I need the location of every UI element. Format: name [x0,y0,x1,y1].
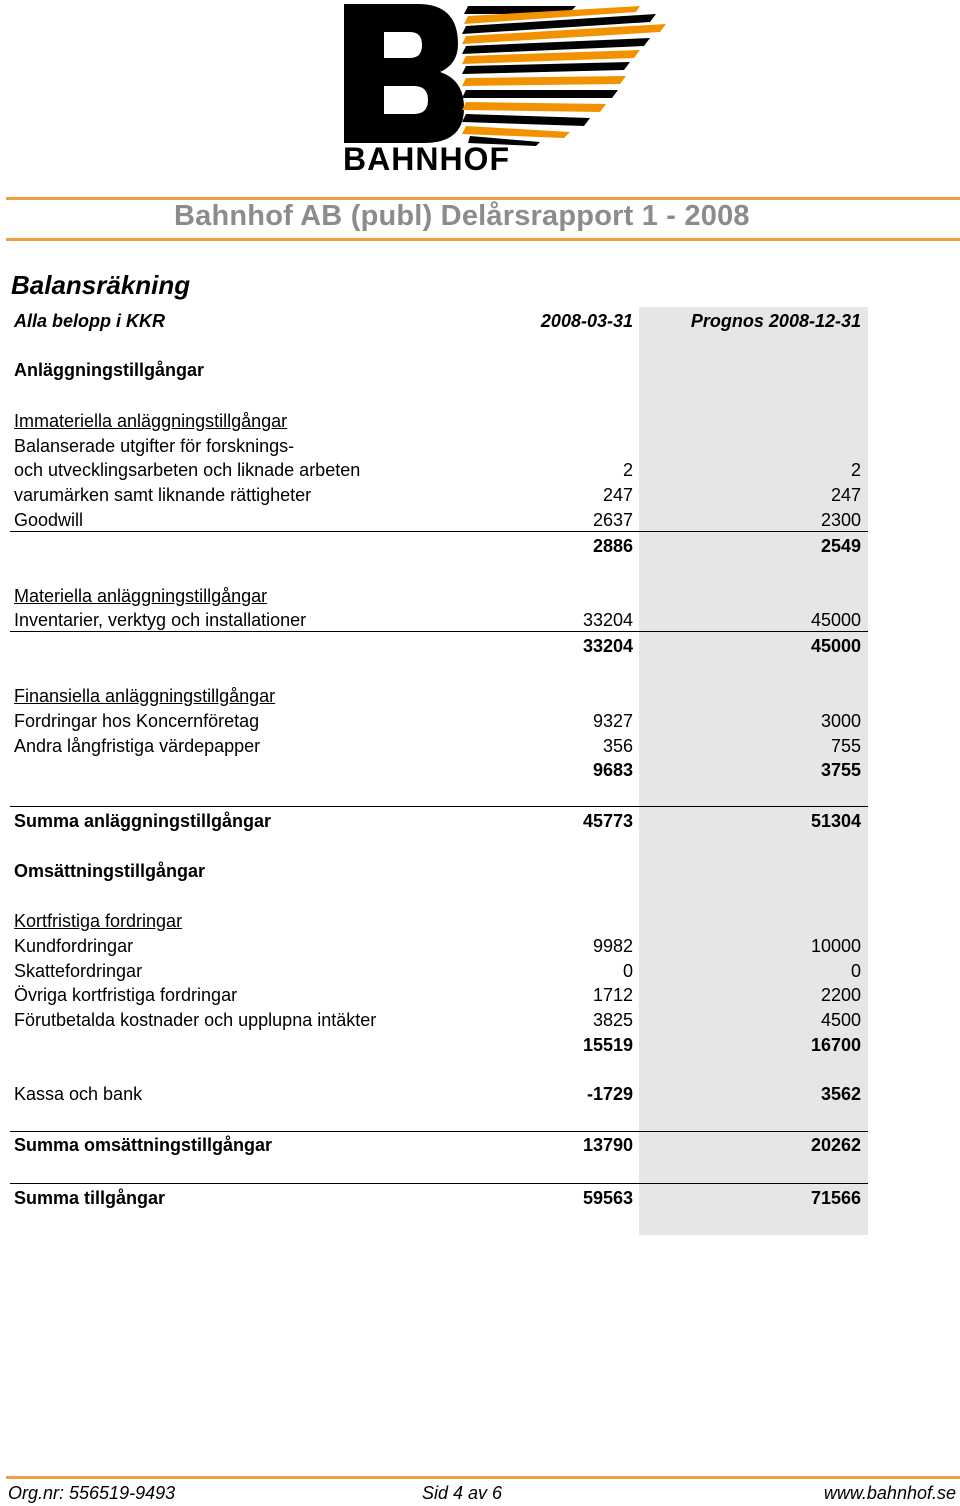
subtotal-row [0,1033,960,1058]
value-forecast: 2549 [820,536,861,556]
value-forecast: 2200 [820,985,861,1005]
value-actual: 3825 [592,1010,633,1030]
grand-total-rule [10,1183,868,1184]
row-label: Materiella anläggningstillgångar [14,586,268,606]
value-forecast: 4500 [820,1010,861,1030]
section-heading [0,859,960,884]
subsection-heading [0,409,960,434]
section-heading [0,358,960,383]
table-row [0,458,960,483]
value-forecast: 2300 [820,510,861,530]
value-actual: 356 [602,736,633,756]
row-label: Kundfordringar [14,936,134,956]
subsection-heading [0,684,960,709]
value-actual: 33204 [582,610,633,630]
header-rule-bottom [6,238,960,241]
value-actual: 45773 [582,811,633,831]
row-label: Skattefordringar [14,961,143,981]
table-row [0,959,960,984]
value-forecast: 0 [850,961,861,981]
value-forecast: 755 [830,736,861,756]
value-actual: 9982 [592,936,633,956]
value-forecast: 3562 [820,1084,861,1104]
table-row [0,508,960,533]
value-actual: 2 [622,460,633,480]
row-label: Anläggningstillgångar [14,360,205,380]
row-label: Fordringar hos Koncernföretag [14,711,260,731]
row-label: Kassa och bank [14,1084,143,1104]
value-actual: 13790 [582,1135,633,1155]
row-label: Summa anläggningstillgångar [14,811,272,831]
table-row [0,608,960,633]
units-label: Alla belopp i KKR [14,311,166,331]
footer-website: www.bahnhof.se [823,1483,956,1503]
value-forecast: 247 [830,485,861,505]
row-label: Summa omsättningstillgångar [14,1135,273,1155]
table-row [0,483,960,508]
row-label: Goodwill [14,510,84,530]
row-label: Andra långfristiga värdepapper [14,736,261,756]
row-label: Övriga kortfristiga fordringar [14,985,238,1005]
value-forecast: 2 [850,460,861,480]
subtotal-row [0,534,960,559]
value-forecast: 16700 [810,1035,861,1055]
table-row [0,434,960,459]
row-label: Förutbetalda kostnader och upplupna intäkter [14,1010,377,1030]
footer-page-number: Sid 4 av 6 [422,1483,503,1503]
subtotal-rule [10,531,868,532]
value-forecast: 3755 [820,760,861,780]
total-rule [10,1131,868,1132]
table-row [0,983,960,1008]
page-heading: Balansräkning [11,270,191,300]
row-label: Kortfristiga fordringar [14,911,183,931]
total-row [0,809,960,834]
subsection-heading [0,909,960,934]
table-row [0,709,960,734]
footer-rule [6,1476,960,1479]
value-forecast: 20262 [810,1135,861,1155]
row-label: Finansiella anläggningstillgångar [14,686,276,706]
value-actual: -1729 [586,1084,633,1104]
row-label: varumärken samt liknande rättigheter [14,485,312,505]
subsection-heading [0,584,960,609]
col1-header: 2008-03-31 [540,311,633,331]
value-forecast: 3000 [820,711,861,731]
subtotal-row [0,634,960,659]
row-label: Immateriella anläggningstillgångar [14,411,288,431]
col2-header: Prognos 2008-12-31 [690,311,861,331]
table-row [0,1008,960,1033]
row-label: Summa tillgångar [14,1188,166,1208]
value-forecast: 45000 [810,610,861,630]
value-actual: 15519 [582,1035,633,1055]
report-title: Bahnhof AB (publ) Delårsrapport 1 - 2008 [174,200,750,232]
value-forecast: 71566 [810,1188,861,1208]
table-row [0,1082,960,1107]
total-rule [10,806,868,807]
column-header-row [0,309,960,334]
table-row [0,734,960,759]
value-actual: 9683 [592,760,633,780]
value-actual: 0 [622,961,633,981]
row-label: och utvecklingsarbeten och liknade arbeten [14,460,361,480]
value-actual: 2886 [592,536,633,556]
value-actual: 1712 [592,985,633,1005]
subtotal-rule [10,631,868,632]
row-label: Balanserade utgifter för forsknings- [14,436,295,456]
value-actual: 247 [602,485,633,505]
value-forecast: 45000 [810,636,861,656]
svg-text:BAHNHOF: BAHNHOF [343,141,510,175]
value-actual: 9327 [592,711,633,731]
table-row [0,934,960,959]
value-actual: 2637 [592,510,633,530]
value-actual: 33204 [582,636,633,656]
bahnhof-logo [340,0,680,175]
row-label: Inventarier, verktyg och installationer [14,610,307,630]
grand-total-row [0,1186,960,1211]
value-forecast: 51304 [810,811,861,831]
value-actual: 59563 [582,1188,633,1208]
value-forecast: 10000 [810,936,861,956]
footer-org-number: Org.nr: 556519-9493 [8,1483,176,1503]
total-row [0,1133,960,1158]
row-label: Omsättningstillgångar [14,861,206,881]
subtotal-row [0,758,960,783]
